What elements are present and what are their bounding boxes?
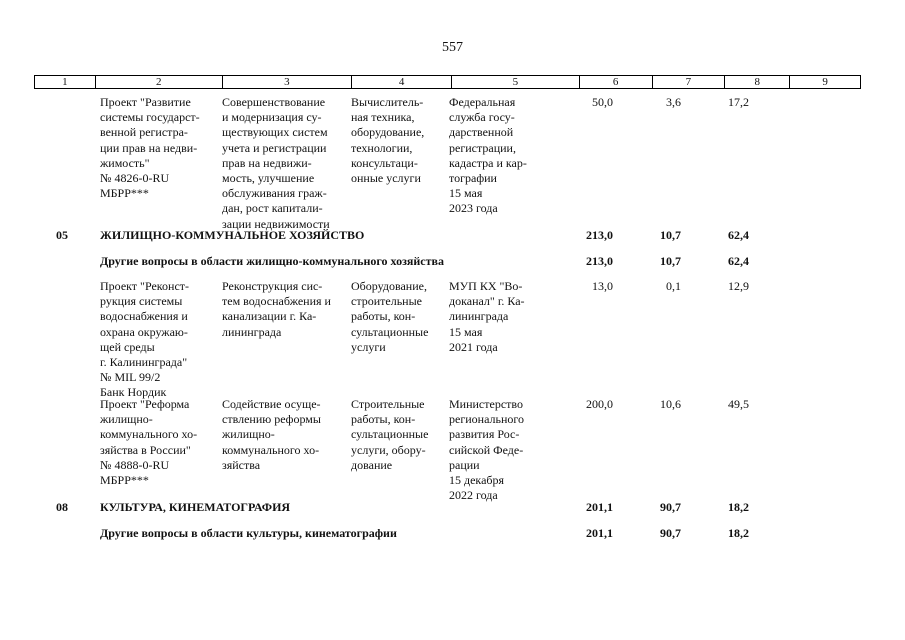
page-number: 557: [442, 40, 463, 55]
column-header-3: 3: [222, 76, 352, 88]
project-goal-cell: Содействие осуще- ствлению реформы жилищно- коммунального хо- зяйства: [222, 397, 321, 472]
column-header-2: 2: [95, 76, 222, 88]
value-cell-col7: 10,7: [660, 254, 681, 268]
column-header-7: 7: [652, 76, 725, 88]
value-cell-col6: 200,0: [586, 397, 613, 411]
value-cell-col6: 50,0: [592, 95, 613, 109]
value-cell-col7: 90,7: [660, 526, 681, 540]
subsection-title: Другие вопросы в области культуры, кинематографии: [100, 526, 397, 540]
procurement-cell: Вычислитель- ная техника, оборудование, технологии, консультаци- онные услуги: [351, 95, 425, 186]
executor-cell: МУП КХ "Во- доканал" г. Ка- лининграда 15 мая 2021 года: [449, 279, 525, 354]
section-title: КУЛЬТУРА, КИНЕМАТОГРАФИЯ: [100, 500, 291, 514]
value-cell-col8: 18,2: [728, 500, 749, 514]
value-cell-col7: 10,7: [660, 228, 681, 242]
column-header-9: 9: [789, 76, 860, 88]
project-name-cell: Проект "Развитие системы государст- венной регистра- ции прав на недви- жимость" № 4826-0-RU МБРР***: [100, 95, 200, 201]
value-cell-col8: 17,2: [728, 95, 749, 109]
value-cell-col8: 49,5: [728, 397, 749, 411]
executor-cell: Федеральная служба госу- дарственной регистрации, кадастра и кар- тографии 15 мая 2023 года: [449, 95, 527, 216]
value-cell-col6: 13,0: [592, 279, 613, 293]
project-goal-cell: Совершенствование и модернизация су- ществующих систем учета и регистрации прав на недвижи- мость, улучшение обслуживания граж- дан, рост капитали- зации недвижимости: [222, 95, 330, 231]
value-cell-col7: 90,7: [660, 500, 681, 514]
project-name-cell: Проект "Реконст- рукция системы водоснабжения и охрана окружаю- щей среды г. Калининграда" № MIL 99/2 Банк Нордик: [100, 279, 190, 400]
column-header-5: 5: [451, 76, 579, 88]
section-code: 05: [56, 228, 68, 242]
section-title: ЖИЛИЩНО-КОММУНАЛЬНОЕ ХОЗЯЙСТВО: [100, 228, 365, 242]
value-cell-col8: 62,4: [728, 254, 749, 268]
value-cell-col6: 201,1: [586, 526, 613, 540]
project-goal-cell: Реконструкция сис- тем водоснабжения и канализации г. Ка- лининграда: [222, 279, 331, 339]
column-header-4: 4: [351, 76, 451, 88]
column-header-1: 1: [62, 76, 68, 88]
subsection-title: Другие вопросы в области жилищно-коммунального хозяйства: [100, 254, 445, 268]
value-cell-col6: 213,0: [586, 228, 613, 242]
project-name-cell: Проект "Реформа жилищно- коммунального хо- зяйства в России" № 4888-0-RU МБРР***: [100, 397, 198, 488]
executor-cell: Министерство регионального развития Рос- сийской Феде- рации 15 декабря 2022 года: [449, 397, 525, 503]
procurement-cell: Строительные работы, кон- сультационные услуги, обору- дование: [351, 397, 429, 472]
value-cell-col8: 62,4: [728, 228, 749, 242]
value-cell-col8: 18,2: [728, 526, 749, 540]
value-cell-col6: 201,1: [586, 500, 613, 514]
column-header-6: 6: [579, 76, 652, 88]
procurement-cell: Оборудование, строительные работы, кон- сультационные услуги: [351, 279, 429, 354]
value-cell-col7: 3,6: [666, 95, 681, 109]
column-header-8: 8: [724, 76, 789, 88]
value-cell-col6: 213,0: [586, 254, 613, 268]
value-cell-col7: 10,6: [660, 397, 681, 411]
value-cell-col7: 0,1: [666, 279, 681, 293]
value-cell-col8: 12,9: [728, 279, 749, 293]
column-header-row: [34, 75, 861, 89]
section-code: 08: [56, 500, 68, 514]
